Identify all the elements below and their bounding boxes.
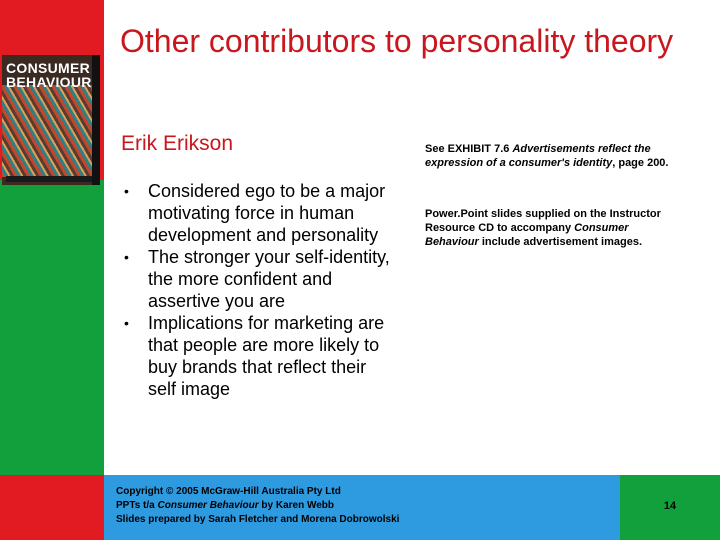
page-number: 14 bbox=[663, 500, 677, 512]
slide-subtitle: Erik Erikson bbox=[121, 132, 234, 155]
powerpoint-note bbox=[425, 207, 670, 249]
bullet-text: Implications for marketing are that people are more likely to buy brands that reflect their self image bbox=[148, 313, 385, 399]
left-red-footer-band bbox=[0, 475, 104, 540]
bullet-dot-icon: • bbox=[124, 183, 129, 199]
cover-title-line2: BEHAVIOUR bbox=[6, 74, 92, 90]
footer-line2 bbox=[116, 499, 399, 513]
footer-line1: Copyright © 2005 McGraw-Hill Australia Pty Ltd bbox=[116, 486, 341, 497]
exhibit-note-italic: Advertisements reflect the expression of a consumer's identity bbox=[425, 143, 651, 169]
slide-title: Other contributors to personality theory bbox=[120, 23, 674, 59]
powerpoint-note-suffix: include advertisement images. bbox=[478, 236, 643, 248]
book-cover-image bbox=[2, 55, 100, 185]
bullet-text: Considered ego to be a major motivating force in human development and personality bbox=[148, 181, 386, 245]
bullet-item bbox=[121, 180, 396, 246]
bullet-dot-icon: • bbox=[124, 315, 129, 331]
bullet-text: The stronger your self-identity, the more confident and assertive you are bbox=[148, 247, 390, 311]
cover-spine bbox=[92, 55, 100, 185]
bullet-list bbox=[121, 180, 396, 400]
exhibit-note-prefix: See EXHIBIT 7.6 bbox=[425, 143, 513, 155]
footer-line2-prefix: PPTs t/a bbox=[116, 500, 158, 511]
bullet-item bbox=[121, 246, 396, 312]
powerpoint-note-prefix: Power.Point slides supplied on the Instructor Resource CD to accompany bbox=[425, 208, 661, 234]
footer-copyright bbox=[116, 485, 399, 527]
footer-line3: Slides prepared by Sarah Fletcher and Morena Dobrowolski bbox=[116, 514, 400, 525]
exhibit-note bbox=[425, 142, 670, 170]
powerpoint-note-italic: Consumer Behaviour bbox=[425, 222, 629, 248]
footer-line2-suffix: by Karen Webb bbox=[258, 500, 335, 511]
cover-author-bar bbox=[6, 176, 92, 182]
cover-artwork bbox=[2, 85, 92, 177]
footer-line2-italic: Consumer Behaviour bbox=[157, 500, 259, 511]
exhibit-note-suffix: , page 200. bbox=[612, 157, 669, 169]
cover-title-line1: CONSUMER bbox=[6, 60, 91, 76]
bullet-item bbox=[121, 312, 396, 400]
page-number-box bbox=[620, 475, 720, 540]
bullet-dot-icon: • bbox=[124, 249, 129, 265]
left-green-band bbox=[0, 180, 104, 475]
